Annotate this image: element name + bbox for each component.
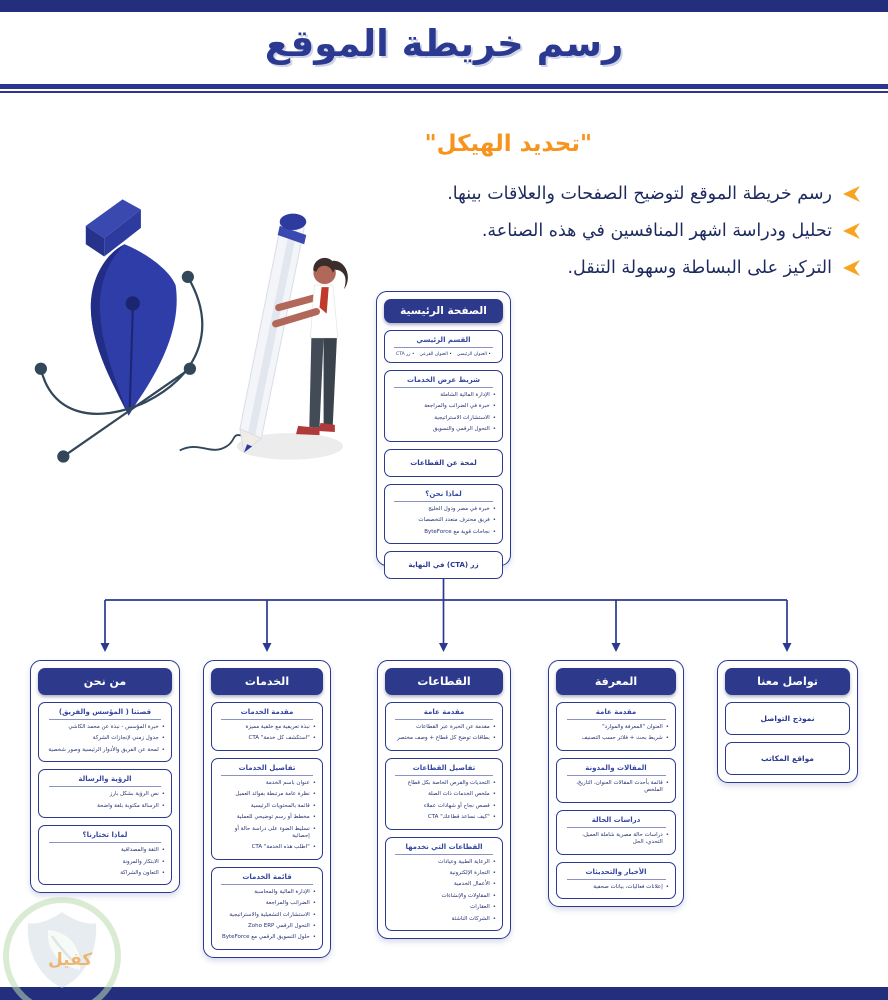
bullet-dot-icon: • (665, 724, 669, 730)
sub-card-item (392, 893, 496, 900)
bullet-dot-icon: • (492, 881, 496, 888)
bullet-dot-icon: • (492, 892, 496, 899)
bullet-dot-icon: • (492, 915, 496, 922)
sub-card-item (563, 884, 669, 891)
bullet-arrow-icon (843, 223, 860, 239)
sub-card (556, 758, 676, 803)
sub-card-item (563, 832, 669, 847)
bullet-dot-icon: • (312, 911, 316, 918)
item-text: عنوان باسم الخدمة (265, 779, 310, 786)
item-text: الاستشارات التشغيلية والاستراتيجية (229, 911, 310, 918)
card-header: المعرفة (556, 668, 676, 695)
sub-card-item (391, 426, 496, 433)
intro-bullet (447, 184, 860, 204)
sub-card-item (45, 747, 165, 754)
bullet-dot-icon: • (665, 831, 669, 838)
arrowhead-icons (101, 643, 792, 652)
sub-card-item (218, 803, 316, 810)
sub-card (38, 825, 172, 885)
item-text: ملخص الخدمات ذات الصلة (428, 791, 490, 798)
bullet-dot-icon: • (312, 844, 316, 851)
sub-card (725, 702, 850, 735)
sub-card-item (392, 881, 496, 888)
sub-card-title: مواقع المكاتب (761, 754, 814, 763)
sub-card-item (45, 735, 165, 742)
sub-card-item (563, 780, 669, 795)
sub-card-items (389, 352, 498, 359)
sub-card-title: قصتنا ( المؤسس والفريق) (49, 708, 161, 720)
home-page-card (376, 291, 511, 569)
card-header: القطاعات (385, 668, 503, 695)
column-card-4 (548, 660, 684, 907)
bullet-dot-icon: • (492, 791, 496, 798)
bullet-dot-icon: • (161, 791, 165, 798)
bullet-text: التركيز على البساطة وسهولة التنقل. (567, 258, 832, 278)
sub-card-item (218, 844, 316, 851)
bullet-dot-icon: • (492, 779, 496, 786)
item-text: العقارات (470, 904, 490, 911)
bullet-dot-icon: • (161, 746, 165, 753)
sub-card-title: الرؤية والرسالة (49, 775, 161, 787)
item-text: الثقة والمصداقية (120, 847, 159, 854)
sub-card-item (218, 912, 316, 919)
sub-card-item (218, 900, 316, 907)
sub-card-item (391, 506, 496, 513)
sub-card (211, 702, 323, 751)
card-header: من نحن (38, 668, 172, 695)
sub-card-item (218, 889, 316, 896)
bullet-dot-icon: • (312, 802, 316, 809)
sub-card-item (392, 780, 496, 787)
card-header: تواصل معنا (725, 668, 850, 695)
sub-card (384, 330, 503, 363)
kafeel-watermark-text: كفيل (48, 950, 93, 970)
sub-card-item (391, 403, 496, 410)
item-text: بطاقات توضح كل قطاع + وصف مختصر (396, 735, 490, 742)
bullet-dot-icon: • (492, 392, 496, 398)
sub-card (38, 702, 172, 762)
bullet-dot-icon: • (492, 802, 496, 809)
sub-card-title: القسم الرئيسي (394, 336, 492, 348)
item-text: المقاولات والإنشاءات (441, 892, 490, 899)
sub-card-item (45, 791, 165, 798)
item-text: الإدارة المالية الشاملة (440, 392, 490, 398)
bullet-dot-icon: • (161, 802, 165, 809)
item-text: جدول زمني لإنجازات الشركة (92, 735, 159, 742)
bullet-dot-icon: • (492, 528, 496, 535)
sub-card-title: لماذا نحن؟ (394, 490, 492, 502)
sub-card-title: مقدمة عامة (567, 708, 666, 720)
bullet-dot-icon: • (665, 779, 669, 786)
sub-card-item (218, 923, 316, 930)
bullet-dot-icon: • (492, 858, 496, 865)
item-text: نبذة تعريفية مع خلفية مميزة (245, 724, 310, 730)
item-text: الابتكار والمرونة (122, 858, 159, 865)
item-text: الاستشارات الاستراتيجية (434, 414, 490, 421)
bullet-dot-icon: • (312, 735, 316, 742)
bullet-text: تحليل ودراسة اشهر المنافسين في هذه الصناعة. (481, 221, 832, 241)
bullet-dot-icon: • (312, 814, 316, 821)
item-text: مقدمة عن الخبرة عبر القطاعات (416, 724, 490, 730)
sub-card-item (391, 529, 496, 536)
sub-card-item: • العنوان الرئيسي (456, 352, 491, 357)
bullet-dot-icon: • (312, 724, 316, 730)
item-text: الرعاية الطبية وعيادات (438, 858, 490, 865)
column-card-1 (30, 660, 180, 893)
sub-card-item (218, 934, 316, 941)
sub-card-item (392, 735, 496, 742)
bullet-dot-icon: • (665, 883, 669, 890)
item-text: التجارة الإلكترونية (449, 869, 490, 876)
sub-card-title: زر (CTA) في النهاية (408, 560, 479, 569)
sub-card-item: • زر CTA (396, 352, 415, 357)
sub-card-title: تفاصيل الخدمات (221, 764, 313, 776)
bullet-dot-icon: • (312, 779, 316, 786)
sub-card-item (392, 870, 496, 877)
drawn-squiggle (180, 435, 244, 450)
item-text: الرسالة مكتوبة بلغة واضحة (97, 802, 159, 809)
item-text: قائمة بأحدث المقالات العنوان، التاريخ، الملخص (576, 779, 663, 794)
sub-card-item (391, 517, 496, 524)
column-card-5 (717, 660, 858, 783)
sub-card-item (563, 735, 669, 742)
sub-card-title: لمحة عن القطاعات (410, 458, 477, 467)
sub-card-item (392, 904, 496, 911)
bullet-dot-icon: • (161, 869, 165, 876)
item-text: نظرة عامة مرتبطة بفوائد العميل (235, 791, 310, 798)
bullet-dot-icon: • (312, 900, 316, 907)
sub-card (211, 867, 323, 950)
sub-card-item (392, 724, 496, 731)
sub-card-title: نموذج التواصل (760, 714, 815, 723)
sub-card-item (45, 870, 165, 877)
sub-card (384, 484, 503, 544)
sub-card-title: تفاصيل القطاعات (395, 764, 492, 776)
sub-card-item (45, 724, 165, 731)
sub-card-item (392, 916, 496, 923)
page-title: رسم خريطة الموقع (264, 22, 624, 65)
sub-card (556, 702, 676, 751)
item-text: التحديات والفرص الخاصة بكل قطاع (407, 779, 490, 786)
bullet-arrow-icon (843, 260, 860, 276)
top-bar (0, 0, 888, 12)
item-text: الأعمال الخدمية (454, 881, 490, 888)
item-text: الضرائب والمراجعة (265, 900, 310, 907)
bullet-dot-icon: • (492, 724, 496, 730)
sub-card-item (45, 803, 165, 810)
kafeel-watermark-logo (0, 896, 145, 1000)
item-text: "اطلب هذه الخدمة" CTA (251, 844, 310, 851)
item-text: "استكشف كل خدمة" CTA (248, 735, 310, 742)
sub-card-title: قائمة الخدمات (221, 873, 313, 885)
column-card-2 (203, 660, 331, 958)
intro-bullet (447, 221, 860, 241)
sub-card-item (218, 814, 316, 821)
item-text: خبرة في مصر ودول الخليج (428, 505, 490, 512)
item-text: التعاون والشراكة (120, 869, 159, 876)
bullet-dot-icon: • (492, 505, 496, 512)
sub-card-item (218, 735, 316, 742)
item-text: تسليط الضوء على دراسة حالة أو إحصائية (234, 825, 310, 839)
designer-illustration (26, 183, 364, 479)
item-text: نص الرؤية بشكل بارز (109, 791, 159, 798)
bullet-text: رسم خريطة الموقع لتوضيح الصفحات والعلاقات بينها. (447, 184, 832, 204)
item-text: التحول الرقمي والتسويق (432, 426, 490, 433)
sub-card (38, 769, 172, 818)
sub-card-item (392, 859, 496, 866)
sub-card-title: الأخبار والتحديثات (567, 868, 666, 880)
sub-card-item (45, 847, 165, 854)
bullet-dot-icon: • (161, 847, 165, 854)
sub-card-title: مقدمة الخدمات (221, 708, 313, 720)
bullet-dot-icon: • (312, 825, 316, 832)
sub-card-item (391, 392, 496, 399)
item-text: قائمة بالمحتويات الرئيسية (250, 802, 310, 809)
sub-card (556, 862, 676, 899)
column-card-3 (377, 660, 511, 939)
bullet-dot-icon: • (492, 735, 496, 742)
title-divider (0, 84, 888, 93)
item-text: خبرة في الضرائب والمراجعة (424, 403, 490, 410)
item-text: شريط بحث + فلاتر حسب التصنيف (581, 735, 663, 742)
sub-card-item (392, 814, 496, 821)
bullet-dot-icon: • (312, 934, 316, 941)
sub-card-item (218, 791, 316, 798)
item-text: خبرة المؤسس - نبذة عن محمد الكاشي (68, 724, 159, 730)
sub-card (725, 742, 850, 775)
sub-card (384, 449, 503, 477)
giant-pencil-icon (240, 214, 306, 453)
item-text: إعلانات فعاليات، بيانات صحفية (593, 883, 663, 890)
sub-card-title: المقالات والمدونة (567, 764, 666, 776)
item-text: التحول الرقمي Zoho ERP (248, 923, 310, 930)
bullet-dot-icon: • (161, 724, 165, 730)
sub-card-title: القطاعات التي نخدمها (395, 843, 492, 855)
item-text: لمحة عن الفريق والأدوار الرئيسية وصور شخصية (48, 746, 159, 753)
bullet-dot-icon: • (312, 923, 316, 930)
item-text: العنوان "المعرفة والموارد" (602, 724, 663, 730)
bullet-dot-icon: • (161, 858, 165, 865)
sub-card (211, 758, 323, 860)
intro-bullet (447, 258, 860, 278)
item-text: "كيف نساعد قطاعك" CTA (427, 814, 490, 821)
sub-card (556, 810, 676, 855)
bullet-dot-icon: • (492, 904, 496, 911)
sub-card (385, 702, 503, 751)
sub-card-title: لماذا تختارنا؟ (49, 831, 161, 843)
pen-nib-icon (86, 199, 177, 415)
section-subtitle: "تحديد الهيكل" (424, 131, 592, 157)
item-text: دراسات حالة مصرية شاملة العميل، التحدي، الحل (582, 831, 663, 846)
sub-card-item (45, 859, 165, 866)
item-text: حلول التسويق الرقمي مع ByteForce (222, 934, 310, 941)
item-text: نجاحات قوية مع ByteForce (424, 528, 490, 535)
sub-card-item (392, 791, 496, 798)
bullet-dot-icon: • (492, 517, 496, 524)
bullet-dot-icon: • (492, 426, 496, 433)
sub-card-title: مقدمة عامة (395, 708, 492, 720)
bullet-arrow-icon (843, 186, 860, 202)
sub-card-item (391, 415, 496, 422)
sub-card-item (218, 826, 316, 841)
sub-card (384, 551, 503, 579)
card-header: الصفحة الرئيسية (384, 299, 503, 323)
card-header: الخدمات (211, 668, 323, 695)
sub-card-item (563, 724, 669, 731)
item-text: الإدارة المالية والمحاسبة (254, 888, 310, 895)
bullet-dot-icon: • (492, 403, 496, 410)
sub-card (384, 370, 503, 442)
sub-card-item (392, 803, 496, 810)
sub-card-title: دراسات الحالة (567, 816, 666, 828)
intro-bullets (447, 184, 860, 278)
bullet-dot-icon: • (492, 414, 496, 421)
sub-card-title: شريط عرض الخدمات (394, 376, 492, 388)
sub-card-item (218, 780, 316, 787)
sub-card (385, 837, 503, 932)
item-text: قصص نجاح أو شهادات عملاء (423, 802, 490, 809)
bullet-dot-icon: • (312, 888, 316, 895)
bullet-dot-icon: • (312, 791, 316, 798)
sub-card-item (218, 724, 316, 731)
item-text: الشركات الناشئة (451, 915, 490, 922)
bullet-dot-icon: • (492, 869, 496, 876)
item-text: مخطط أو رسم توضيحي للعملية (236, 814, 310, 821)
bullet-dot-icon: • (665, 735, 669, 742)
sub-card-item: • العنوان الفرعي (419, 352, 452, 357)
bullet-dot-icon: • (161, 735, 165, 742)
sub-card (385, 758, 503, 830)
item-text: فريق محترف متعدد التخصصات (418, 517, 490, 524)
bullet-dot-icon: • (492, 814, 496, 821)
